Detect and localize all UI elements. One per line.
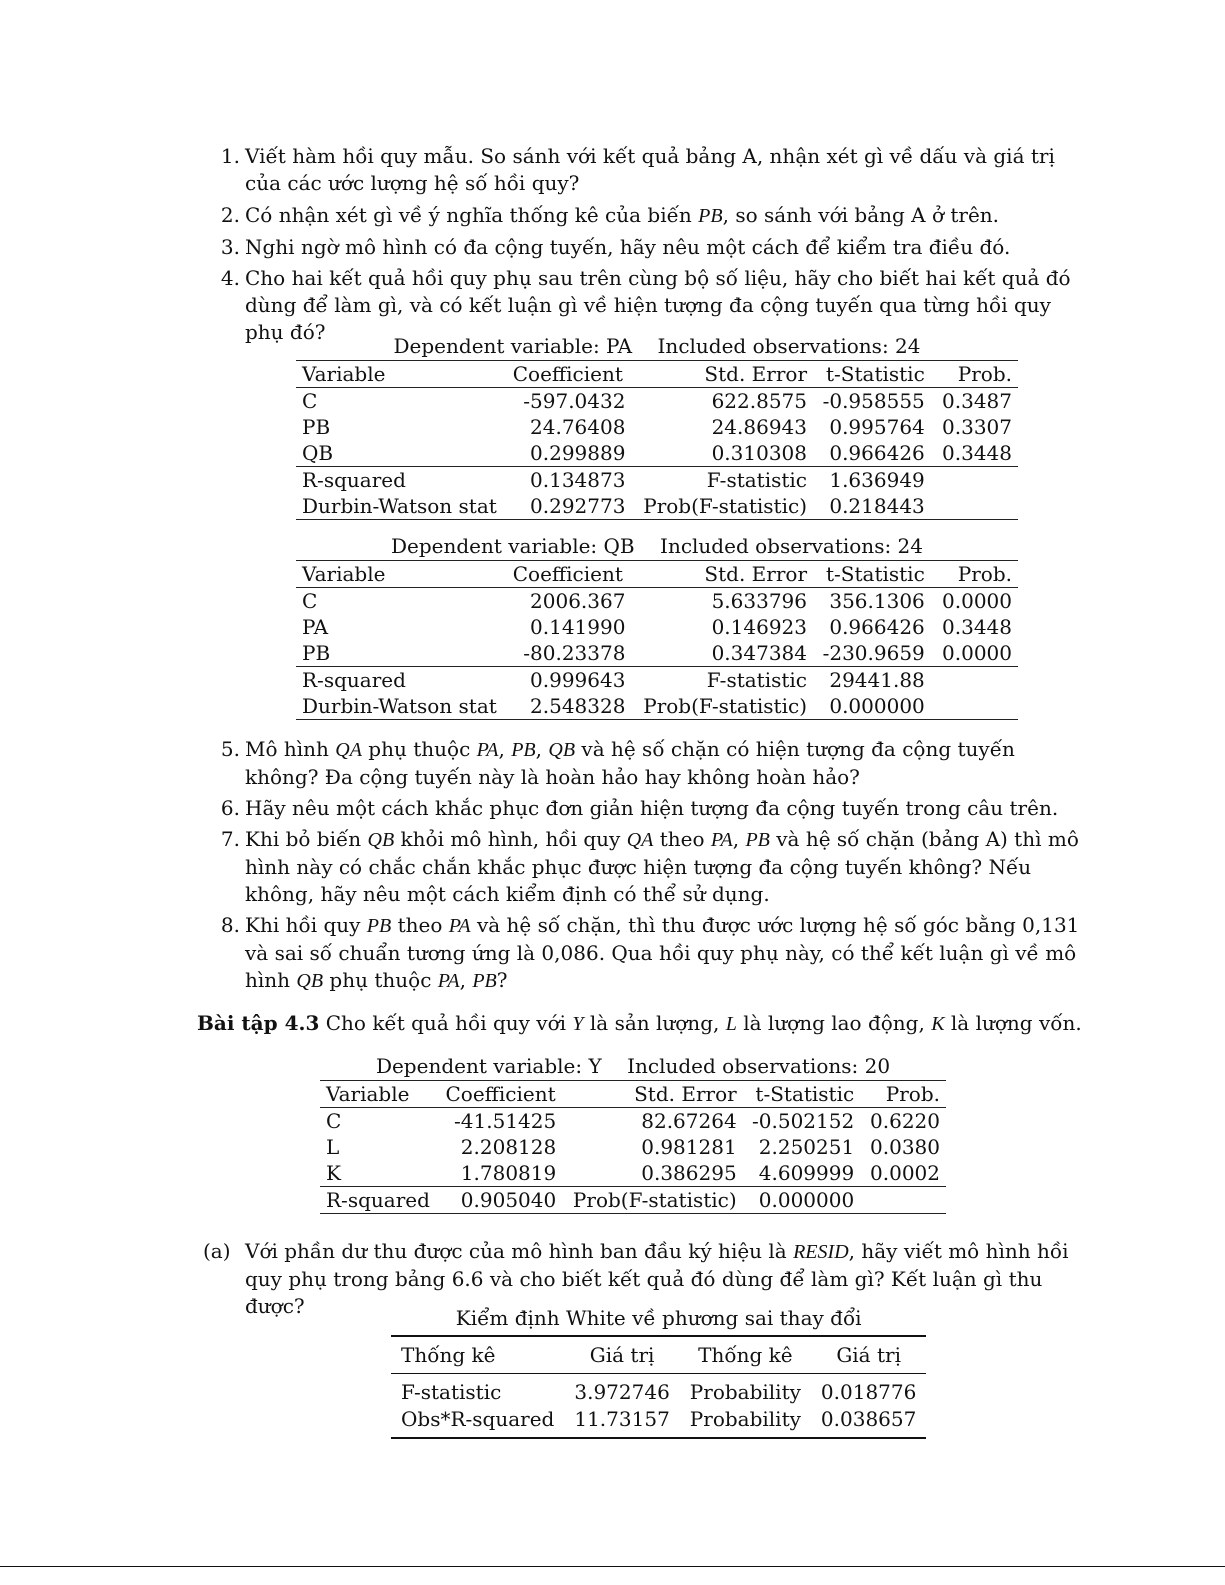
table-cell: 2.250251 xyxy=(758,1135,855,1159)
column-header: Variable xyxy=(296,361,504,388)
table-caption: Dependent variable: Y Included observations: 20 xyxy=(375,1054,891,1078)
question-5: 5. Mô hình QA phụ thuộc PA, PB, QB và hệ số chặn có hiện tượng đa cộng tuyến không? Đa cộng tuyến này là hoàn hảo hay không hoàn hảo? xyxy=(220,737,1015,789)
white-test-caption: Kiểm định White về phương sai thay đổi xyxy=(455,1306,862,1330)
column-header: Variable xyxy=(296,561,504,588)
regression-table-pa xyxy=(296,333,1018,520)
stats-cell: Prob(F-statistic) xyxy=(631,693,813,720)
stats-cell: 0.000000 xyxy=(813,693,931,720)
regression-table-qb xyxy=(296,533,1018,720)
white-header: Giá trị xyxy=(564,1336,679,1374)
table-caption: Dependent variable: QB Included observations: 24 xyxy=(390,534,923,558)
table-cell: -230.9659 xyxy=(822,641,925,665)
table-cell: 0.141990 xyxy=(530,615,626,639)
column-header: Std. Error xyxy=(562,1081,742,1108)
column-header: Prob. xyxy=(860,1081,946,1108)
table-cell: 82.67264 xyxy=(641,1109,737,1133)
table-caption: Dependent variable: PA Included observations: 24 xyxy=(393,334,921,358)
stats-cell: 0.218443 xyxy=(813,493,931,520)
table-header-row xyxy=(296,361,1018,388)
column-header: Prob. xyxy=(931,561,1018,588)
white-cell: Obs*R-squared xyxy=(391,1406,564,1438)
stats-cell-empty xyxy=(860,1187,946,1214)
question-1: 1. Viết hàm hồi quy mẫu. So sánh với kết quả bảng A, nhận xét gì về dấu và giá trị của các ước lượng hệ số hồi quy? xyxy=(220,144,1055,195)
table-row xyxy=(296,640,1018,667)
table-header-row xyxy=(296,561,1018,588)
stats-row xyxy=(296,467,1018,494)
table-cell: 0.0002 xyxy=(870,1161,940,1185)
stats-cell-empty xyxy=(931,467,1018,494)
stats-cell: 0.134873 xyxy=(504,467,631,494)
white-cell: 0.038657 xyxy=(811,1406,926,1438)
table-cell: PB xyxy=(302,641,331,665)
table-cell: -0.958555 xyxy=(822,389,925,413)
table-row xyxy=(296,388,1018,415)
stats-cell: Durbin-Watson stat xyxy=(296,693,504,720)
column-header: Prob. xyxy=(931,361,1018,388)
stats-cell: 0.999643 xyxy=(504,667,631,694)
stats-cell: Prob(F-statistic) xyxy=(562,1187,742,1214)
stats-cell: F-statistic xyxy=(631,467,813,494)
table-cell: 0.0380 xyxy=(870,1135,940,1159)
table-cell: 0.6220 xyxy=(870,1109,940,1133)
table-cell: PB xyxy=(302,415,331,439)
question-2: 2. Có nhận xét gì về ý nghĩa thống kê của biến PB, so sánh với bảng A ở trên. xyxy=(220,203,1000,227)
table-cell: L xyxy=(326,1135,340,1159)
stats-cell: Durbin-Watson stat xyxy=(296,493,504,520)
table-cell: 4.609999 xyxy=(758,1161,855,1185)
page-bottom-rule xyxy=(0,1566,1225,1567)
column-header: Std. Error xyxy=(631,361,813,388)
table-row xyxy=(320,1108,946,1135)
table-cell: -80.23378 xyxy=(523,641,626,665)
stats-cell: 1.636949 xyxy=(813,467,931,494)
white-header: Giá trị xyxy=(811,1336,926,1374)
column-header: Coefficient xyxy=(504,361,631,388)
question-7: 7. Khi bỏ biến QB khỏi mô hình, hồi quy QA theo PA, PB và hệ số chặn (bảng A) thì mô hình này có chắc chắn khắc phục được hiện tượng đa cộng tuyến không? Nếu không, hãy nêu một cách kiểm định có thể sử dụng. xyxy=(220,827,1079,906)
column-header: Std. Error xyxy=(631,561,813,588)
table-cell: K xyxy=(326,1161,341,1185)
table-row xyxy=(296,614,1018,640)
table-row xyxy=(320,1134,946,1160)
table-cell: -0.502152 xyxy=(752,1109,855,1133)
stats-cell: R-squared xyxy=(320,1187,439,1214)
table-cell: 0.299889 xyxy=(530,441,626,465)
column-header: Coefficient xyxy=(439,1081,562,1108)
regression-table-y xyxy=(320,1053,946,1214)
table-cell: 0.3448 xyxy=(942,615,1012,639)
stats-cell: 29441.88 xyxy=(813,667,931,694)
question-6: 6. Hãy nêu một cách khắc phục đơn giản hiện tượng đa cộng tuyến trong câu trên. xyxy=(220,796,1059,820)
white-cell: Probability xyxy=(689,1380,801,1404)
table-cell: 0.0000 xyxy=(942,589,1012,613)
table-header-row xyxy=(320,1081,946,1108)
stats-row xyxy=(296,693,1018,720)
table-cell: -597.0432 xyxy=(523,389,626,413)
stats-cell: 2.548328 xyxy=(504,693,631,720)
table-cell: 2.208128 xyxy=(460,1135,557,1159)
stats-cell: Prob(F-statistic) xyxy=(631,493,813,520)
table-row xyxy=(296,414,1018,440)
column-header: t-Statistic xyxy=(813,361,931,388)
table-cell: C xyxy=(326,1109,342,1133)
stats-cell: 0.292773 xyxy=(504,493,631,520)
table-cell: 24.86943 xyxy=(711,415,807,439)
table-cell: PA xyxy=(302,615,329,639)
exercise-heading: Bài tập 4.3 Cho kết quả hồi quy với Y là sản lượng, L là lượng lao động, K là lượng vốn. xyxy=(197,1011,1082,1035)
table-cell: 0.146923 xyxy=(711,615,807,639)
table-row xyxy=(320,1160,946,1187)
table-row xyxy=(296,440,1018,467)
white-test-table xyxy=(391,1305,926,1439)
white-cell: 3.972746 xyxy=(574,1380,670,1404)
table-cell: 0.310308 xyxy=(711,441,807,465)
column-header: t-Statistic xyxy=(743,1081,861,1108)
table-cell: 0.347384 xyxy=(711,641,807,665)
stats-row xyxy=(320,1187,946,1214)
table-cell: -41.51425 xyxy=(454,1109,557,1133)
stats-cell-empty xyxy=(931,493,1018,520)
question-3: 3. Nghi ngờ mô hình có đa cộng tuyến, hãy nêu một cách để kiểm tra điều đó. xyxy=(220,235,1011,259)
stats-cell-empty xyxy=(931,667,1018,694)
white-header: Thống kê xyxy=(391,1336,564,1374)
table-cell: 622.8575 xyxy=(711,389,807,413)
stats-cell: 0.905040 xyxy=(439,1187,562,1214)
white-cell: 0.018776 xyxy=(820,1380,917,1404)
table-cell: 1.780819 xyxy=(460,1161,557,1185)
white-header: Thống kê xyxy=(680,1336,811,1374)
question-4: 4. Cho hai kết quả hồi quy phụ sau trên cùng bộ số liệu, hãy cho biết hai kết quả đó dùng để làm gì, và có kết luận gì về hiện tượng đa cộng tuyến qua từng hồi quy phụ đó? xyxy=(220,266,1071,344)
column-header: Coefficient xyxy=(504,561,631,588)
table-cell: 0.995764 xyxy=(829,415,925,439)
column-header: Variable xyxy=(320,1081,439,1108)
stats-row xyxy=(296,493,1018,520)
white-cell: F-statistic xyxy=(401,1380,502,1404)
table-cell: 5.633796 xyxy=(711,589,807,613)
table-cell: QB xyxy=(302,441,334,465)
table-cell: 0.386295 xyxy=(641,1161,737,1185)
table-cell: 0.966426 xyxy=(829,441,925,465)
stats-cell: F-statistic xyxy=(631,667,813,694)
table-cell: 0.3487 xyxy=(942,389,1012,413)
question-8: 8. Khi hồi quy PB theo PA và hệ số chặn, thì thu được ước lượng hệ số góc bằng 0,131 và sai số chuẩn tương ứng là 0,086. Qua hồi quy phụ này, có thể kết luận gì về mô hình QB phụ thuộc PA, PB? xyxy=(220,913,1080,992)
table-cell: 356.1306 xyxy=(829,589,925,613)
white-cell: Probability xyxy=(680,1406,811,1438)
table-cell: 0.0000 xyxy=(942,641,1012,665)
stats-cell: R-squared xyxy=(296,467,504,494)
sub-question-a: (a) Với phần dư thu được của mô hình ban đầu ký hiệu là RESID, hãy viết mô hình hồi quy phụ trong bảng 6.6 và cho biết kết quả đó dùng để làm gì? Kết luận gì thu được? xyxy=(203,1239,1069,1318)
stats-row xyxy=(296,667,1018,694)
table-cell: 0.3307 xyxy=(942,415,1012,439)
white-cell: 11.73157 xyxy=(564,1406,679,1438)
stats-cell: 0.000000 xyxy=(743,1187,861,1214)
table-cell: C xyxy=(302,389,318,413)
table-cell: 2006.367 xyxy=(530,589,626,613)
stats-cell: R-squared xyxy=(296,667,504,694)
table-cell: 0.3448 xyxy=(942,441,1012,465)
column-header: t-Statistic xyxy=(813,561,931,588)
table-cell: C xyxy=(302,589,318,613)
table-cell: 0.966426 xyxy=(829,615,925,639)
table-cell: 0.981281 xyxy=(641,1135,737,1159)
table-cell: 24.76408 xyxy=(530,415,626,439)
stats-cell-empty xyxy=(931,693,1018,720)
table-row xyxy=(296,588,1018,615)
